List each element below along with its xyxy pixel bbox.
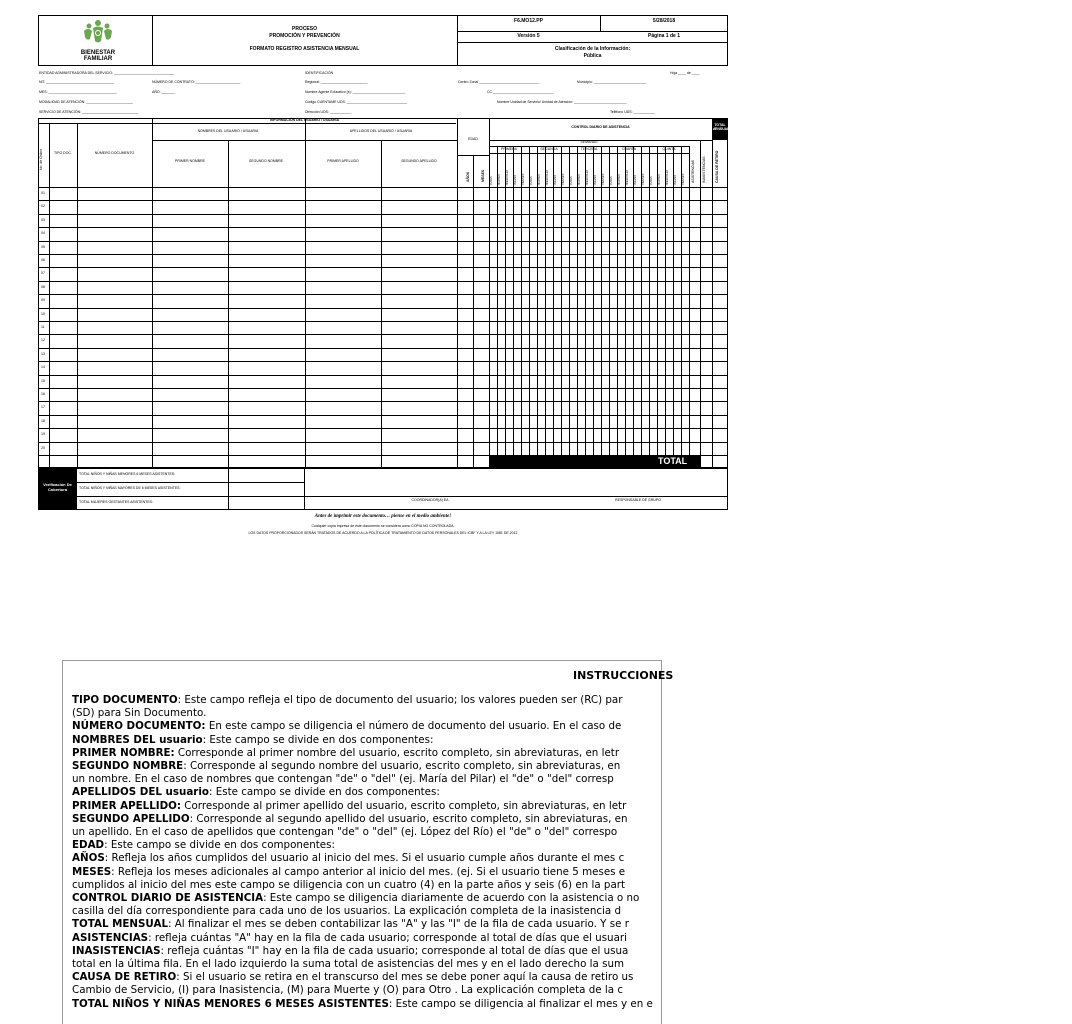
instruction-line bbox=[72, 958, 1072, 971]
day-label: JUEVES bbox=[554, 174, 557, 185]
row-number: 04 bbox=[41, 231, 45, 236]
instruction-line bbox=[72, 813, 1072, 826]
instruction-text: : Corresponde al segundo apellido del usuario, escrito completo, sin abreviaturas, en bbox=[189, 812, 628, 825]
semanas-header: SEMANAS bbox=[580, 140, 598, 144]
field-municipio: Municipio: ___________________________ bbox=[577, 80, 647, 84]
row-number: 02 bbox=[41, 204, 45, 209]
day-label: MARTES bbox=[538, 174, 541, 185]
week-label: SEGUNDA bbox=[540, 147, 558, 151]
anios-header: AÑOS bbox=[466, 171, 470, 182]
instruction-term: PRIMER APELLIDO: bbox=[72, 799, 182, 812]
row-number: 10 bbox=[41, 311, 45, 316]
inasistencias-header: INASISTENCIAS bbox=[702, 156, 706, 183]
row-number: 15 bbox=[41, 378, 45, 383]
row-number: 03 bbox=[41, 217, 45, 222]
verificacion-label: Verificación De Cobertura bbox=[43, 482, 72, 492]
instruction-line bbox=[72, 984, 1072, 997]
instruction-line bbox=[72, 918, 1072, 931]
day-label: MIÉRCOLES bbox=[506, 169, 509, 185]
instruction-text: : refleja cuántas "I" hay en la fila de cada usuario; corresponde al total de días que el usua bbox=[160, 944, 629, 957]
causa-retiro-header: CAUSA DE RETIRO bbox=[715, 150, 719, 183]
instruction-line bbox=[72, 866, 1072, 879]
instruction-text: Cambio de Servicio, (I) para Inasistencia, (M) para Muerte y (O) para Otro . La explicación completa de la c bbox=[72, 984, 624, 997]
field-servicio: SERVICIO DE ATENCIÓN: _____________________________ bbox=[39, 110, 139, 114]
instructions-title: INSTRUCCIONES bbox=[573, 669, 674, 682]
nombres-header: NOMBRES DEL USUARIO / USUARIA bbox=[197, 129, 259, 133]
week-label: QUINTA bbox=[662, 147, 676, 151]
data-note: LOS DATOS PROPORCIONADOS SERÁN TRATADOS DE ACUERDO A LA POLÍTICA DE TRATAMIENTO DE DATOS PERSONALES DEL ICBF Y A LA LEY 1581 DE 2012 bbox=[248, 531, 518, 535]
instruction-line bbox=[72, 734, 1072, 747]
document-code: F6.MO12.PP bbox=[514, 18, 543, 24]
instruction-text: : Este campo refleja el tipo de documento del usuario; los valores pueden ser (RC) par bbox=[177, 694, 623, 706]
day-label: MARTES bbox=[498, 174, 501, 185]
instruction-line bbox=[72, 905, 1072, 918]
instruction-line bbox=[72, 945, 1072, 958]
instruction-term: ASISTENCIAS bbox=[72, 931, 149, 944]
day-label: MIÉRCOLES bbox=[586, 169, 589, 185]
control-diario-header: CONTROL DIARIO DE ASISTENCIA bbox=[571, 125, 630, 129]
row-number: 01 bbox=[41, 191, 45, 195]
total-gestantes-label: TOTAL MUJERES GESTANTES ASISTENTES: bbox=[79, 500, 153, 504]
instruction-term: NÚMERO DOCUMENTO: bbox=[72, 720, 206, 733]
proceso-value: PROMOCIÓN Y PREVENCIÓN bbox=[269, 33, 340, 39]
instruction-term: NOMBRES DEL usuario bbox=[72, 733, 203, 746]
day-label: LUNES bbox=[530, 176, 533, 185]
instruction-line bbox=[72, 852, 1072, 865]
instruction-term: SEGUNDO NOMBRE bbox=[72, 760, 184, 773]
row-number: 20 bbox=[41, 445, 45, 450]
row-number: 07 bbox=[41, 271, 45, 276]
instruction-term: TIPO DOCUMENTO bbox=[72, 694, 178, 706]
day-label: VIERNES bbox=[602, 173, 605, 185]
row-number: 11 bbox=[41, 325, 45, 329]
row-number: 19 bbox=[41, 432, 45, 437]
instruction-term: INASISTENCIAS bbox=[72, 944, 161, 957]
instruction-term: CAUSA DE RETIRO bbox=[72, 971, 177, 984]
no-orden-header: No. de Orden bbox=[39, 148, 43, 170]
row-number: 05 bbox=[41, 244, 45, 249]
field-anio: AÑO: _______ bbox=[152, 90, 176, 94]
field-agente: Nombre Agente Educativo (s): ___________________________ bbox=[305, 90, 406, 94]
instruction-term: SEGUNDO APELLIDO bbox=[72, 812, 190, 825]
instruction-text: un apellido. En el caso de apellidos que contengan "de" o "del" (ej. López del Río) el "de" o "del" correspo bbox=[72, 826, 618, 839]
row-number: 12 bbox=[41, 338, 45, 343]
instruction-text: : Este campo se diligencia diariamente de acuerdo con la asistencia o no bbox=[263, 892, 640, 905]
instruction-text: : Este campo se divide en dos componentes: bbox=[202, 733, 434, 746]
instruction-text: En este campo se diligencia el número de documento del usuario. En el caso de bbox=[205, 720, 622, 733]
day-label: MIÉRCOLES bbox=[666, 169, 669, 185]
primer-nombre-header: PRIMER NOMBRE bbox=[175, 159, 205, 163]
document-date: 5/28/2018 bbox=[652, 18, 676, 24]
day-label: VIERNES bbox=[522, 173, 525, 185]
instruction-text: : Al finalizar el mes se deben contabilizar las "A" y las "I" de la fila de cada usuario. Y se r bbox=[168, 918, 629, 931]
instruction-text: : Si el usuario se retira en el transcurso del mes se debe poner aquí la causa de retiro us bbox=[176, 971, 634, 984]
instruction-line bbox=[72, 800, 1072, 813]
coordinador-label: COORDINADOR(A) EA bbox=[411, 498, 449, 502]
total-label: TOTAL bbox=[658, 456, 688, 466]
day-label: MARTES bbox=[658, 174, 661, 185]
day-label: VIERNES bbox=[642, 173, 645, 185]
instruction-line bbox=[72, 998, 1072, 1011]
instruction-line bbox=[72, 760, 1072, 773]
instructions-panel bbox=[62, 660, 674, 1024]
week-label: TERCERA bbox=[580, 147, 598, 151]
instruction-text: : Este campo se divide en dos componentes: bbox=[104, 839, 335, 852]
day-label: VIERNES bbox=[682, 173, 685, 185]
instruction-text: casilla del día correspondiente para cada uno de los usuarios. La explicación completa de la inasistencia d bbox=[72, 905, 621, 918]
field-cc: CC _______________________________ bbox=[487, 90, 554, 94]
instruction-line bbox=[72, 720, 1072, 733]
row-number: 08 bbox=[41, 284, 45, 289]
icbf-family-logo-icon bbox=[78, 19, 118, 47]
field-nit: NIT: ___________________________________ bbox=[39, 80, 115, 84]
field-identificacion: IDENTIFICACIÓN bbox=[305, 71, 334, 75]
total-mayores-label: TOTAL NIÑOS Y NIÑAS MAYORES DE 6 MESES ASISTENTES: bbox=[79, 486, 181, 490]
instruction-line bbox=[72, 971, 1072, 984]
day-label: MIÉRCOLES bbox=[546, 169, 549, 185]
instruction-text: : Este campo se divide en dos componentes: bbox=[208, 786, 440, 799]
instruction-term: APELLIDOS DEL usuario bbox=[72, 786, 209, 799]
apellidos-header: APELLIDOS DEL USUARIO / USUARIA bbox=[349, 129, 413, 133]
tipo-doc-header: TIPO DOC. bbox=[54, 151, 72, 155]
proceso-label: PROCESO bbox=[291, 26, 317, 32]
org-name-line2: FAMILIAR bbox=[83, 56, 113, 62]
field-codigo-cuentame: Código CUENTAME UDS: _______________________________ bbox=[305, 100, 408, 104]
instruction-line bbox=[72, 707, 1072, 720]
row-number: 16 bbox=[41, 392, 45, 396]
day-label: VIERNES bbox=[562, 173, 565, 185]
instruction-line bbox=[72, 786, 1072, 799]
instruction-line bbox=[72, 932, 1072, 945]
row-number: 06 bbox=[41, 258, 45, 262]
instruction-term: MESES bbox=[72, 865, 112, 878]
document-page: Página 1 de 1 bbox=[648, 33, 680, 39]
row-number: 18 bbox=[41, 418, 45, 423]
instruction-line bbox=[72, 694, 1072, 707]
instruction-text: : Este campo se diligencia al finalizar el mes y en e bbox=[388, 997, 653, 1010]
week-label: PRIMERA bbox=[501, 147, 517, 151]
instruction-line bbox=[72, 747, 1072, 760]
field-regional: Regional: ________________________ bbox=[305, 80, 368, 84]
field-hoja: Hoja ____ de ____ bbox=[670, 71, 700, 75]
document-version: Versión 5 bbox=[517, 33, 540, 39]
day-label: LUNES bbox=[650, 176, 653, 185]
day-label: JUEVES bbox=[594, 174, 597, 185]
instructions-body bbox=[72, 694, 1072, 1011]
responsable-label: RESPONSABLE DE GRUPO bbox=[615, 498, 661, 502]
field-direccion: Dirección UDS: ___________ bbox=[305, 110, 352, 114]
classification-value: Pública bbox=[583, 53, 602, 59]
copy-note: Cualquier copia impresa de este documento se considera como COPIA NO CONTROLADA. bbox=[311, 524, 455, 528]
day-label: LUNES bbox=[570, 176, 573, 185]
instruction-term: EDAD bbox=[72, 839, 105, 852]
instruction-text: : Refleja los meses adicionales al campo anterior al inicio del mes. (ej. Si el usuario tiene 5 meses e bbox=[111, 865, 626, 878]
instruction-line bbox=[72, 879, 1072, 892]
day-label: MARTES bbox=[618, 174, 621, 185]
day-label: JUEVES bbox=[514, 174, 517, 185]
instruction-line bbox=[72, 839, 1072, 852]
instruction-text: : Refleja los años cumplidos del usuario al inicio del mes. Si el usuario cumple años durante el mes c bbox=[104, 852, 625, 865]
instruction-text: : Corresponde al segundo nombre del usuario, escrito completo, sin abreviaturas, en bbox=[183, 760, 621, 773]
total-menores-label: TOTAL NIÑOS Y NIÑAS MENORES 6 MESES ASISTENTES: bbox=[79, 472, 176, 476]
day-label: JUEVES bbox=[674, 174, 677, 185]
day-label: MIÉRCOLES bbox=[626, 169, 629, 185]
info-usuario-header: INFORMACIÓN DEL USUARIO / USUARIA bbox=[270, 118, 339, 122]
instruction-term: TOTAL MENSUAL bbox=[72, 918, 169, 931]
field-telefono: Teléfono UDS: ___________ bbox=[610, 110, 655, 114]
field-centro-zonal: Centro Zonal _______________________________ bbox=[458, 80, 540, 84]
week-label: CUARTA bbox=[621, 147, 637, 151]
edad-header: EDAD bbox=[468, 137, 478, 141]
field-contrato: NÚMERO DE CONTRATO: _______________________ bbox=[152, 80, 241, 84]
field-entidad: ENTIDAD ADMINISTRADORA DEL SERVICIO: _______________________________ bbox=[39, 71, 175, 75]
total-mensual-header: TOTAL MENSUAL bbox=[712, 123, 730, 131]
instruction-text: cumplidos al inicio del mes este campo se diligencia con un cuatro (4) en la parte años y seis (6) en la part bbox=[72, 878, 626, 891]
day-label: MARTES bbox=[578, 174, 581, 185]
instruction-text: (SD) para Sin Documento. bbox=[72, 707, 207, 720]
instruction-term: AÑOS bbox=[72, 852, 105, 865]
instruction-term: CONTROL DIARIO DE ASISTENCIA bbox=[72, 892, 264, 905]
format-title: FORMATO REGISTRO ASISTENCIA MENSUAL bbox=[249, 46, 360, 52]
row-number: 09 bbox=[41, 298, 45, 303]
day-label: LUNES bbox=[610, 176, 613, 185]
day-label: JUEVES bbox=[634, 174, 637, 185]
instruction-line bbox=[72, 826, 1072, 839]
segundo-nombre-header: SEGUNDO NOMBRE bbox=[248, 159, 284, 163]
print-note: Antes de imprimir este documento… piense en el medio ambiente! bbox=[314, 514, 452, 519]
row-number: 13 bbox=[41, 351, 45, 356]
instruction-text: : refleja cuántas "A" hay en la fila de cada usuario; corresponde al total de días que el usuari bbox=[148, 931, 627, 944]
instruction-text: Corresponde al primer apellido del usuario, escrito completo, sin abreviaturas, en letr bbox=[181, 799, 627, 812]
asistencias-header: ASISTENCIAS bbox=[691, 159, 695, 183]
field-modalidad: MODALIDAD DE ATENCIÓN: ________________________ bbox=[39, 100, 133, 104]
primer-apellido-header: PRIMER APELLIDO bbox=[327, 159, 359, 163]
instruction-line bbox=[72, 773, 1072, 786]
numero-doc-header: NÚMERO DOCUMENTO bbox=[94, 151, 135, 155]
meses-header: MESES bbox=[481, 169, 485, 182]
day-label: LUNES bbox=[490, 176, 493, 185]
instruction-term: TOTAL NIÑOS Y NIÑAS MENORES 6 MESES ASISTENTES bbox=[72, 997, 389, 1010]
instruction-text: total en la última fila. En el lado izquierdo la suma total de asistencias del mes y en el lado derecho la sum bbox=[72, 958, 625, 971]
org-name-line1: BIENESTAR bbox=[80, 50, 116, 56]
field-nombre-unidad: Nombre Unidad de Servicio/ Unidad de Atención: ___________________________ bbox=[497, 100, 627, 104]
instruction-text: un nombre. En el caso de nombres que contengan "de" o "del" (ej. María del Pilar) el "de" o "del" corresp bbox=[72, 773, 614, 786]
instruction-line bbox=[72, 892, 1072, 905]
instruction-term: PRIMER NOMBRE: bbox=[72, 746, 175, 759]
instruction-text: Corresponde al primer nombre del usuario, escrito completo, sin abreviaturas, en letr bbox=[174, 746, 620, 759]
segundo-apellido-header: SEGUNDO APELLIDO bbox=[401, 159, 437, 163]
field-mes: MES: ___________________________________ bbox=[39, 90, 117, 94]
classification-label: Clasificación de la Información: bbox=[554, 46, 631, 52]
row-number: 17 bbox=[41, 405, 45, 410]
row-number: 14 bbox=[41, 365, 45, 370]
